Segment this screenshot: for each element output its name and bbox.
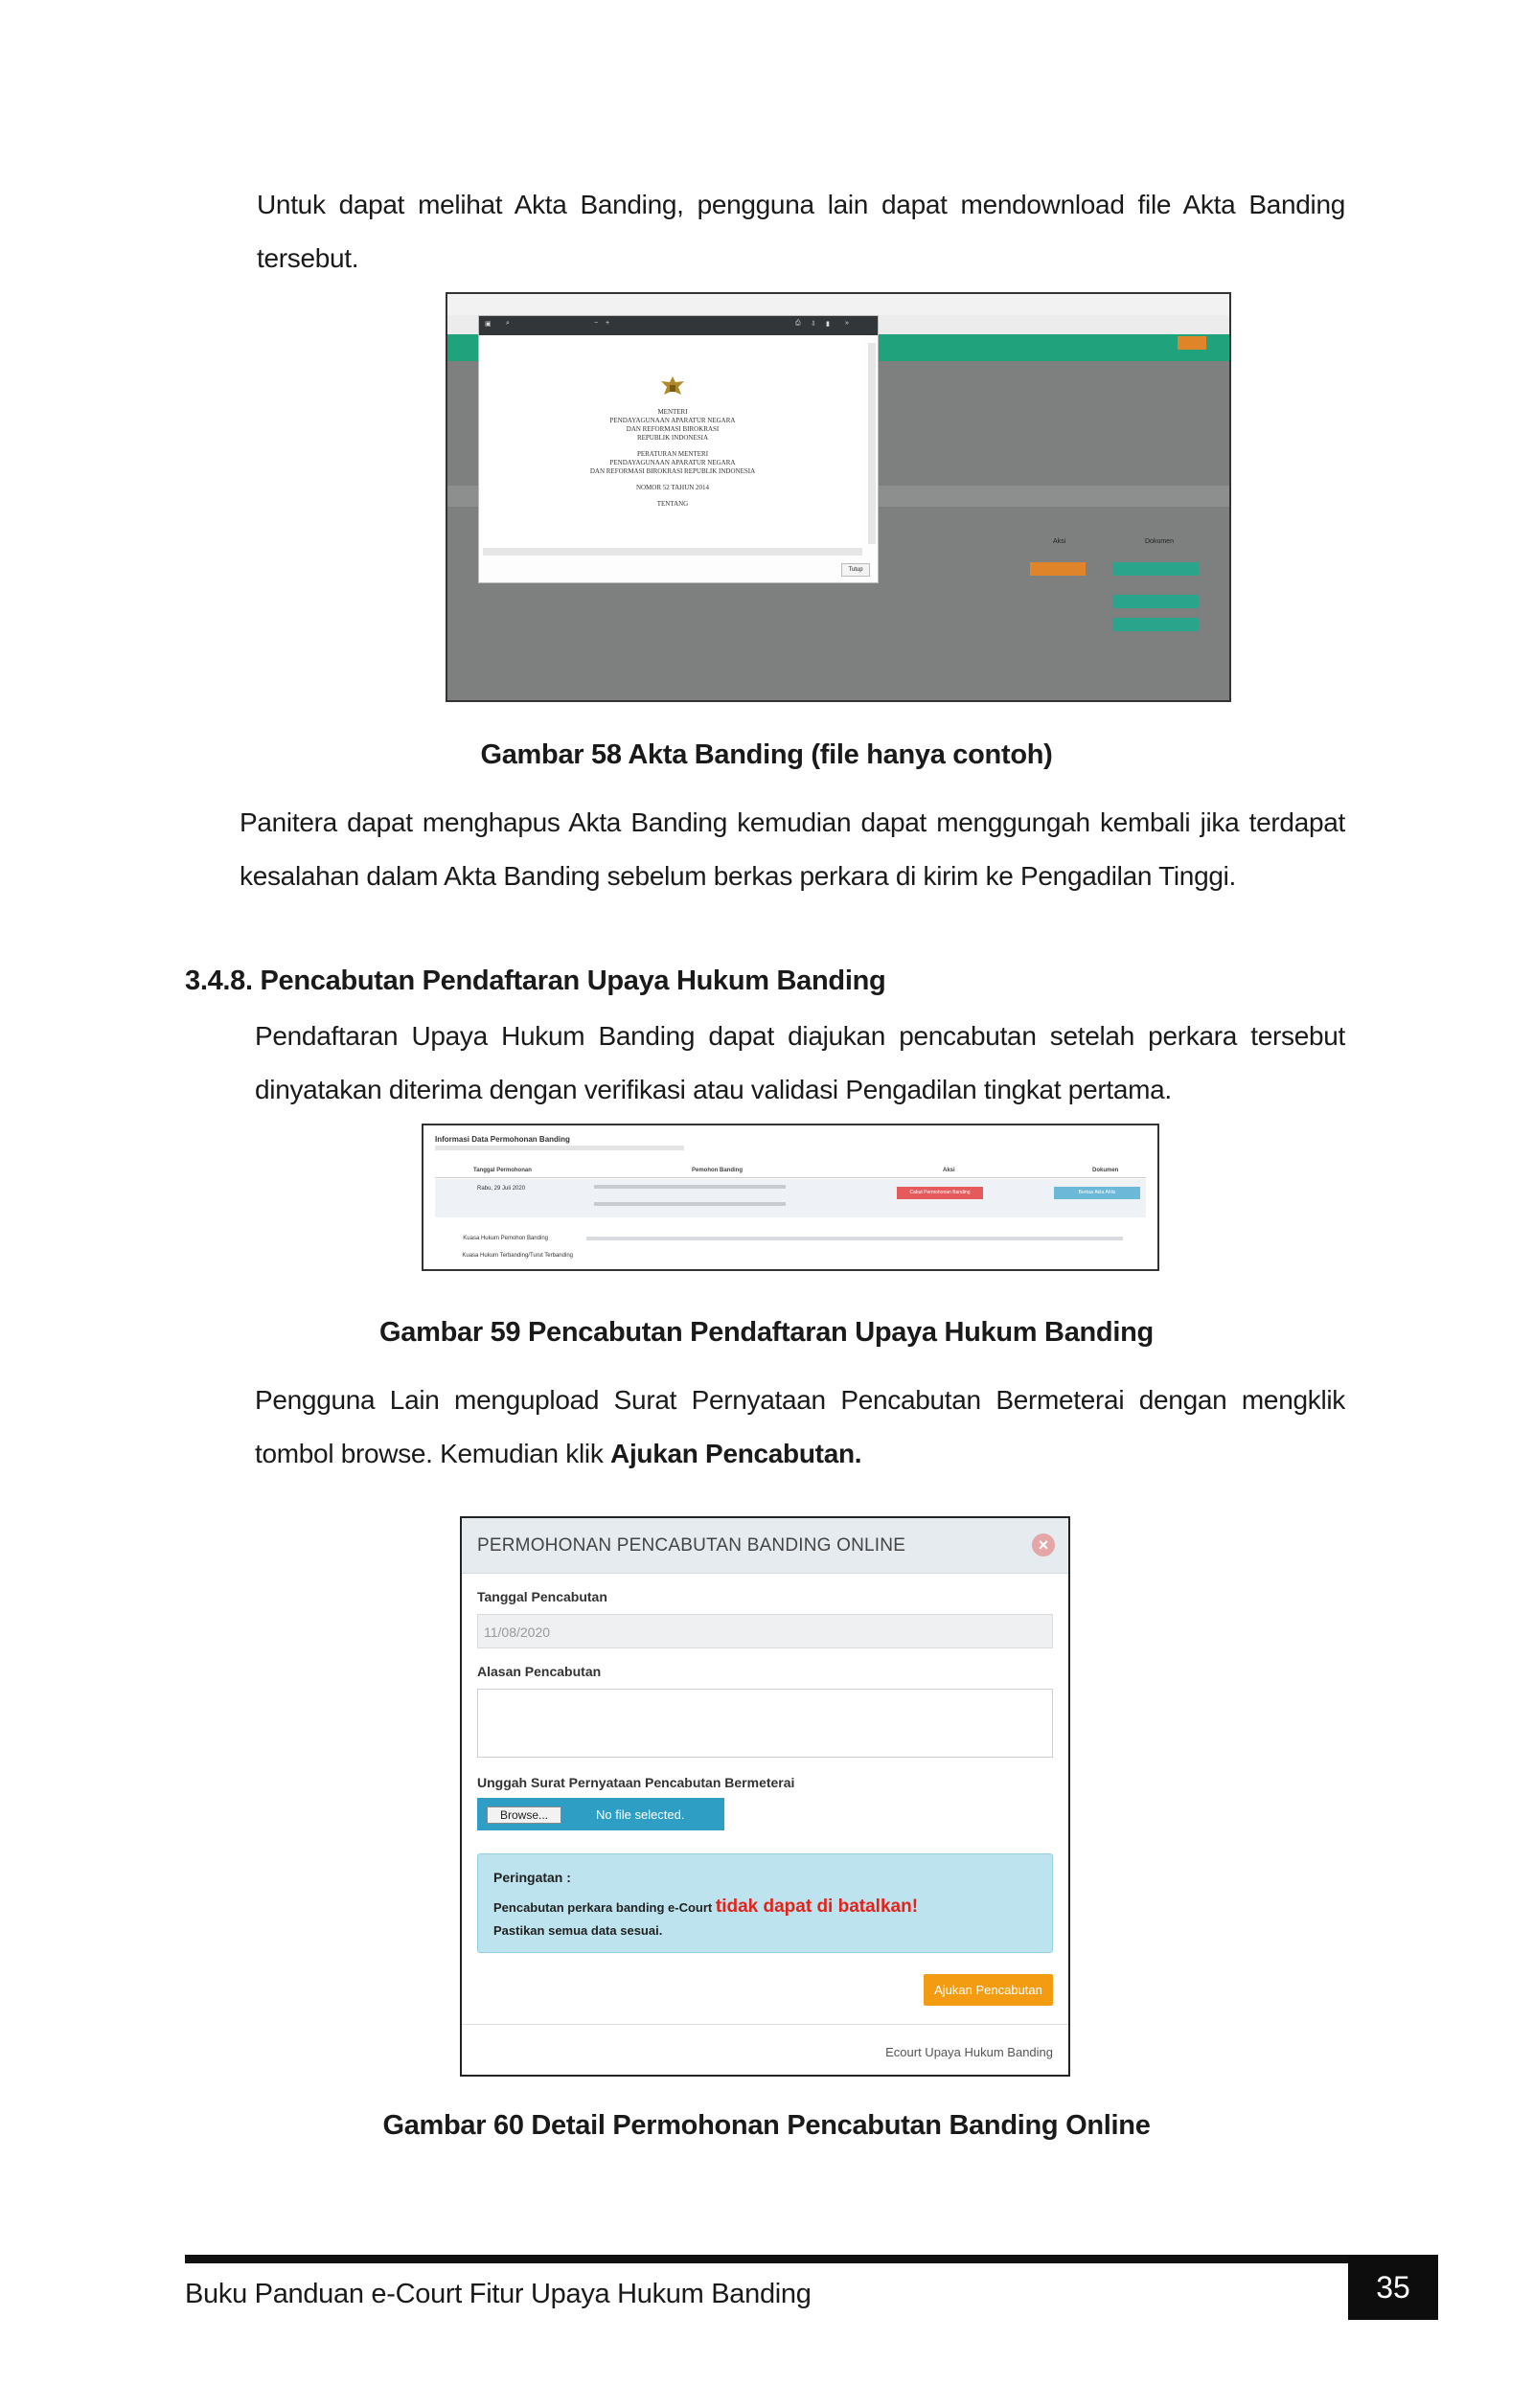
header-orange-button[interactable] bbox=[1178, 336, 1206, 350]
instruction-bold: Ajukan Pencabutan. bbox=[610, 1439, 862, 1468]
pdf-page bbox=[483, 335, 862, 556]
info-subtitle-line bbox=[435, 1146, 684, 1150]
app-top-bar bbox=[447, 294, 1229, 315]
footer-book-title: Buku Panduan e-Court Fitur Upaya Hukum Banding bbox=[185, 2279, 812, 2309]
caption-figure-59: Gambar 59 Pencabutan Pendaftaran Upaya Hukum Banding bbox=[379, 1317, 1154, 1348]
file-upload-field[interactable] bbox=[477, 1798, 724, 1830]
cabut-permohonan-button[interactable]: Cabut Permohonan Banding bbox=[897, 1187, 983, 1199]
info-title: Informasi Data Permohonan Banding bbox=[435, 1135, 570, 1144]
search-icon[interactable]: ⌕ bbox=[506, 320, 510, 327]
alasan-textarea[interactable] bbox=[477, 1689, 1053, 1758]
col-aksi-label: Aksi bbox=[1053, 538, 1066, 545]
paragraph-panitera: Panitera dapat menghapus Akta Banding kemudian dapat menggungah kembali jika terdapat kesalahan dalam Akta Banding sebelum berkas perkara di kirim ke Pengadilan Tinggi. bbox=[240, 807, 1345, 891]
table-header bbox=[435, 1165, 1146, 1178]
print-icon[interactable]: ⎙ bbox=[795, 320, 801, 327]
col-pemohon: Pemohon Banding bbox=[692, 1168, 743, 1173]
orange-action-button[interactable] bbox=[1030, 562, 1086, 576]
doc-button-2[interactable] bbox=[1112, 595, 1199, 608]
pdf-line: PENDAYAGUNAAN APARATUR NEGARA bbox=[609, 459, 736, 466]
footer-rule bbox=[185, 2255, 1392, 2263]
tools-icon[interactable]: » bbox=[845, 320, 849, 327]
instruction-text: Pengguna Lain mengupload Surat Pernyataan Pencabutan Bermeterai dengan mengklik tombol browse. Kemudian klik bbox=[255, 1385, 1345, 1468]
modal-footer-divider bbox=[462, 2024, 1068, 2025]
paragraph-upload-instruction bbox=[255, 1374, 1345, 1481]
pdf-line: DAN REFORMASI BIROKRASI bbox=[626, 425, 720, 433]
section-heading-3-4-8: 3.4.8. Pencabutan Pendaftaran Upaya Hukum Banding bbox=[185, 965, 886, 996]
caption-figure-58: Gambar 58 Akta Banding (file hanya contoh) bbox=[480, 739, 1053, 770]
pdf-line: NOMOR 52 TAHUN 2014 bbox=[635, 484, 710, 491]
browse-button[interactable]: Browse... bbox=[487, 1806, 561, 1824]
no-file-text: No file selected. bbox=[596, 1807, 685, 1822]
pemohon-details bbox=[594, 1185, 786, 1206]
tanggal-input[interactable]: 11/08/2020 bbox=[477, 1614, 1053, 1648]
ajukan-pencabutan-button[interactable]: Ajukan Pencabutan bbox=[924, 1974, 1053, 2006]
kuasa-pemohon-value bbox=[586, 1237, 1123, 1240]
pdf-line: MENTERI bbox=[657, 408, 688, 416]
warning-alert bbox=[477, 1853, 1053, 1953]
pdf-line: PENDAYAGUNAAN APARATUR NEGARA bbox=[609, 417, 736, 424]
col-aksi: Aksi bbox=[943, 1168, 955, 1173]
col-dokumen: Dokumen bbox=[1092, 1168, 1119, 1173]
tutup-button[interactable]: Tutup bbox=[841, 563, 870, 577]
doc-button-3[interactable] bbox=[1112, 618, 1199, 631]
sidebar-toggle-icon[interactable]: ▣ bbox=[485, 321, 492, 328]
berkas-akta-button[interactable]: Berkas Akta Ahlis bbox=[1054, 1187, 1140, 1199]
pdf-line: DAN REFORMASI BIROKRASI REPUBLIK INDONESIA bbox=[589, 467, 756, 475]
garuda-emblem-icon bbox=[658, 374, 687, 402]
pdf-vertical-scrollbar[interactable] bbox=[868, 343, 876, 544]
download-icon[interactable]: ⇩ bbox=[811, 321, 816, 328]
pdf-line: TENTANG bbox=[656, 500, 689, 508]
col-tanggal: Tanggal Permohonan bbox=[473, 1168, 532, 1173]
pdf-horizontal-scrollbar[interactable] bbox=[483, 548, 862, 556]
pdf-viewer-modal[interactable] bbox=[478, 315, 879, 583]
modal-title: PERMOHONAN PENCABUTAN BANDING ONLINE bbox=[477, 1535, 906, 1556]
label-unggah: Unggah Surat Pernyataan Pencabutan Bermeterai bbox=[477, 1775, 795, 1790]
paragraph-akta-download: Untuk dapat melihat Akta Banding, pengguna lain dapat mendownload file Akta Banding tersebut. bbox=[257, 190, 1345, 273]
warning-line1 bbox=[493, 1897, 918, 1918]
figure-modal-pencabutan bbox=[460, 1516, 1070, 2077]
col-dokumen-label: Dokumen bbox=[1145, 538, 1174, 545]
pdf-toolbar[interactable] bbox=[479, 316, 878, 335]
warning-text: Pencabutan perkara banding e-Court bbox=[493, 1900, 716, 1915]
zoom-in-icon[interactable]: + bbox=[606, 320, 610, 327]
doc-button-1[interactable] bbox=[1112, 562, 1199, 576]
warning-red-text: tidak dapat di batalkan! bbox=[715, 1897, 919, 1917]
caption-figure-60: Gambar 60 Detail Permohonan Pencabutan Banding Online bbox=[382, 2110, 1151, 2141]
paragraph-pencabutan: Pendaftaran Upaya Hukum Banding dapat diajukan pencabutan setelah perkara tersebut dinyatakan diterima dengan verifikasi atau validasi Pengadilan tingkat pertama. bbox=[255, 1021, 1345, 1104]
label-alasan: Alasan Pencabutan bbox=[477, 1664, 602, 1679]
figure-akta-banding-screenshot bbox=[446, 292, 1231, 702]
table-row bbox=[435, 1179, 1146, 1217]
modal-header bbox=[462, 1518, 1068, 1574]
label-tanggal: Tanggal Pencabutan bbox=[477, 1589, 607, 1604]
kuasa-pemohon-label: Kuasa Hukum Pemohon Banding bbox=[463, 1236, 548, 1241]
page-number: 35 bbox=[1348, 2255, 1438, 2320]
kuasa-terbanding-label: Kuasa Hukum Terbanding/Turut Terbanding bbox=[462, 1253, 573, 1259]
permohonan-date: Rabu, 29 Juli 2020 bbox=[477, 1186, 526, 1192]
modal-footer-text: Ecourt Upaya Hukum Banding bbox=[885, 2045, 1053, 2059]
warning-title: Peringatan : bbox=[493, 1870, 571, 1885]
zoom-out-icon[interactable]: − bbox=[594, 320, 599, 327]
bookmark-icon[interactable]: ▮ bbox=[826, 321, 830, 328]
pdf-line: REPUBLIK INDONESIA bbox=[636, 434, 709, 442]
warning-line2: Pastikan semua data sesuai. bbox=[493, 1923, 663, 1938]
pdf-line: PERATURAN MENTERI bbox=[636, 450, 709, 458]
close-icon[interactable]: × bbox=[1032, 1533, 1055, 1556]
figure-informasi-permohonan bbox=[422, 1124, 1159, 1271]
